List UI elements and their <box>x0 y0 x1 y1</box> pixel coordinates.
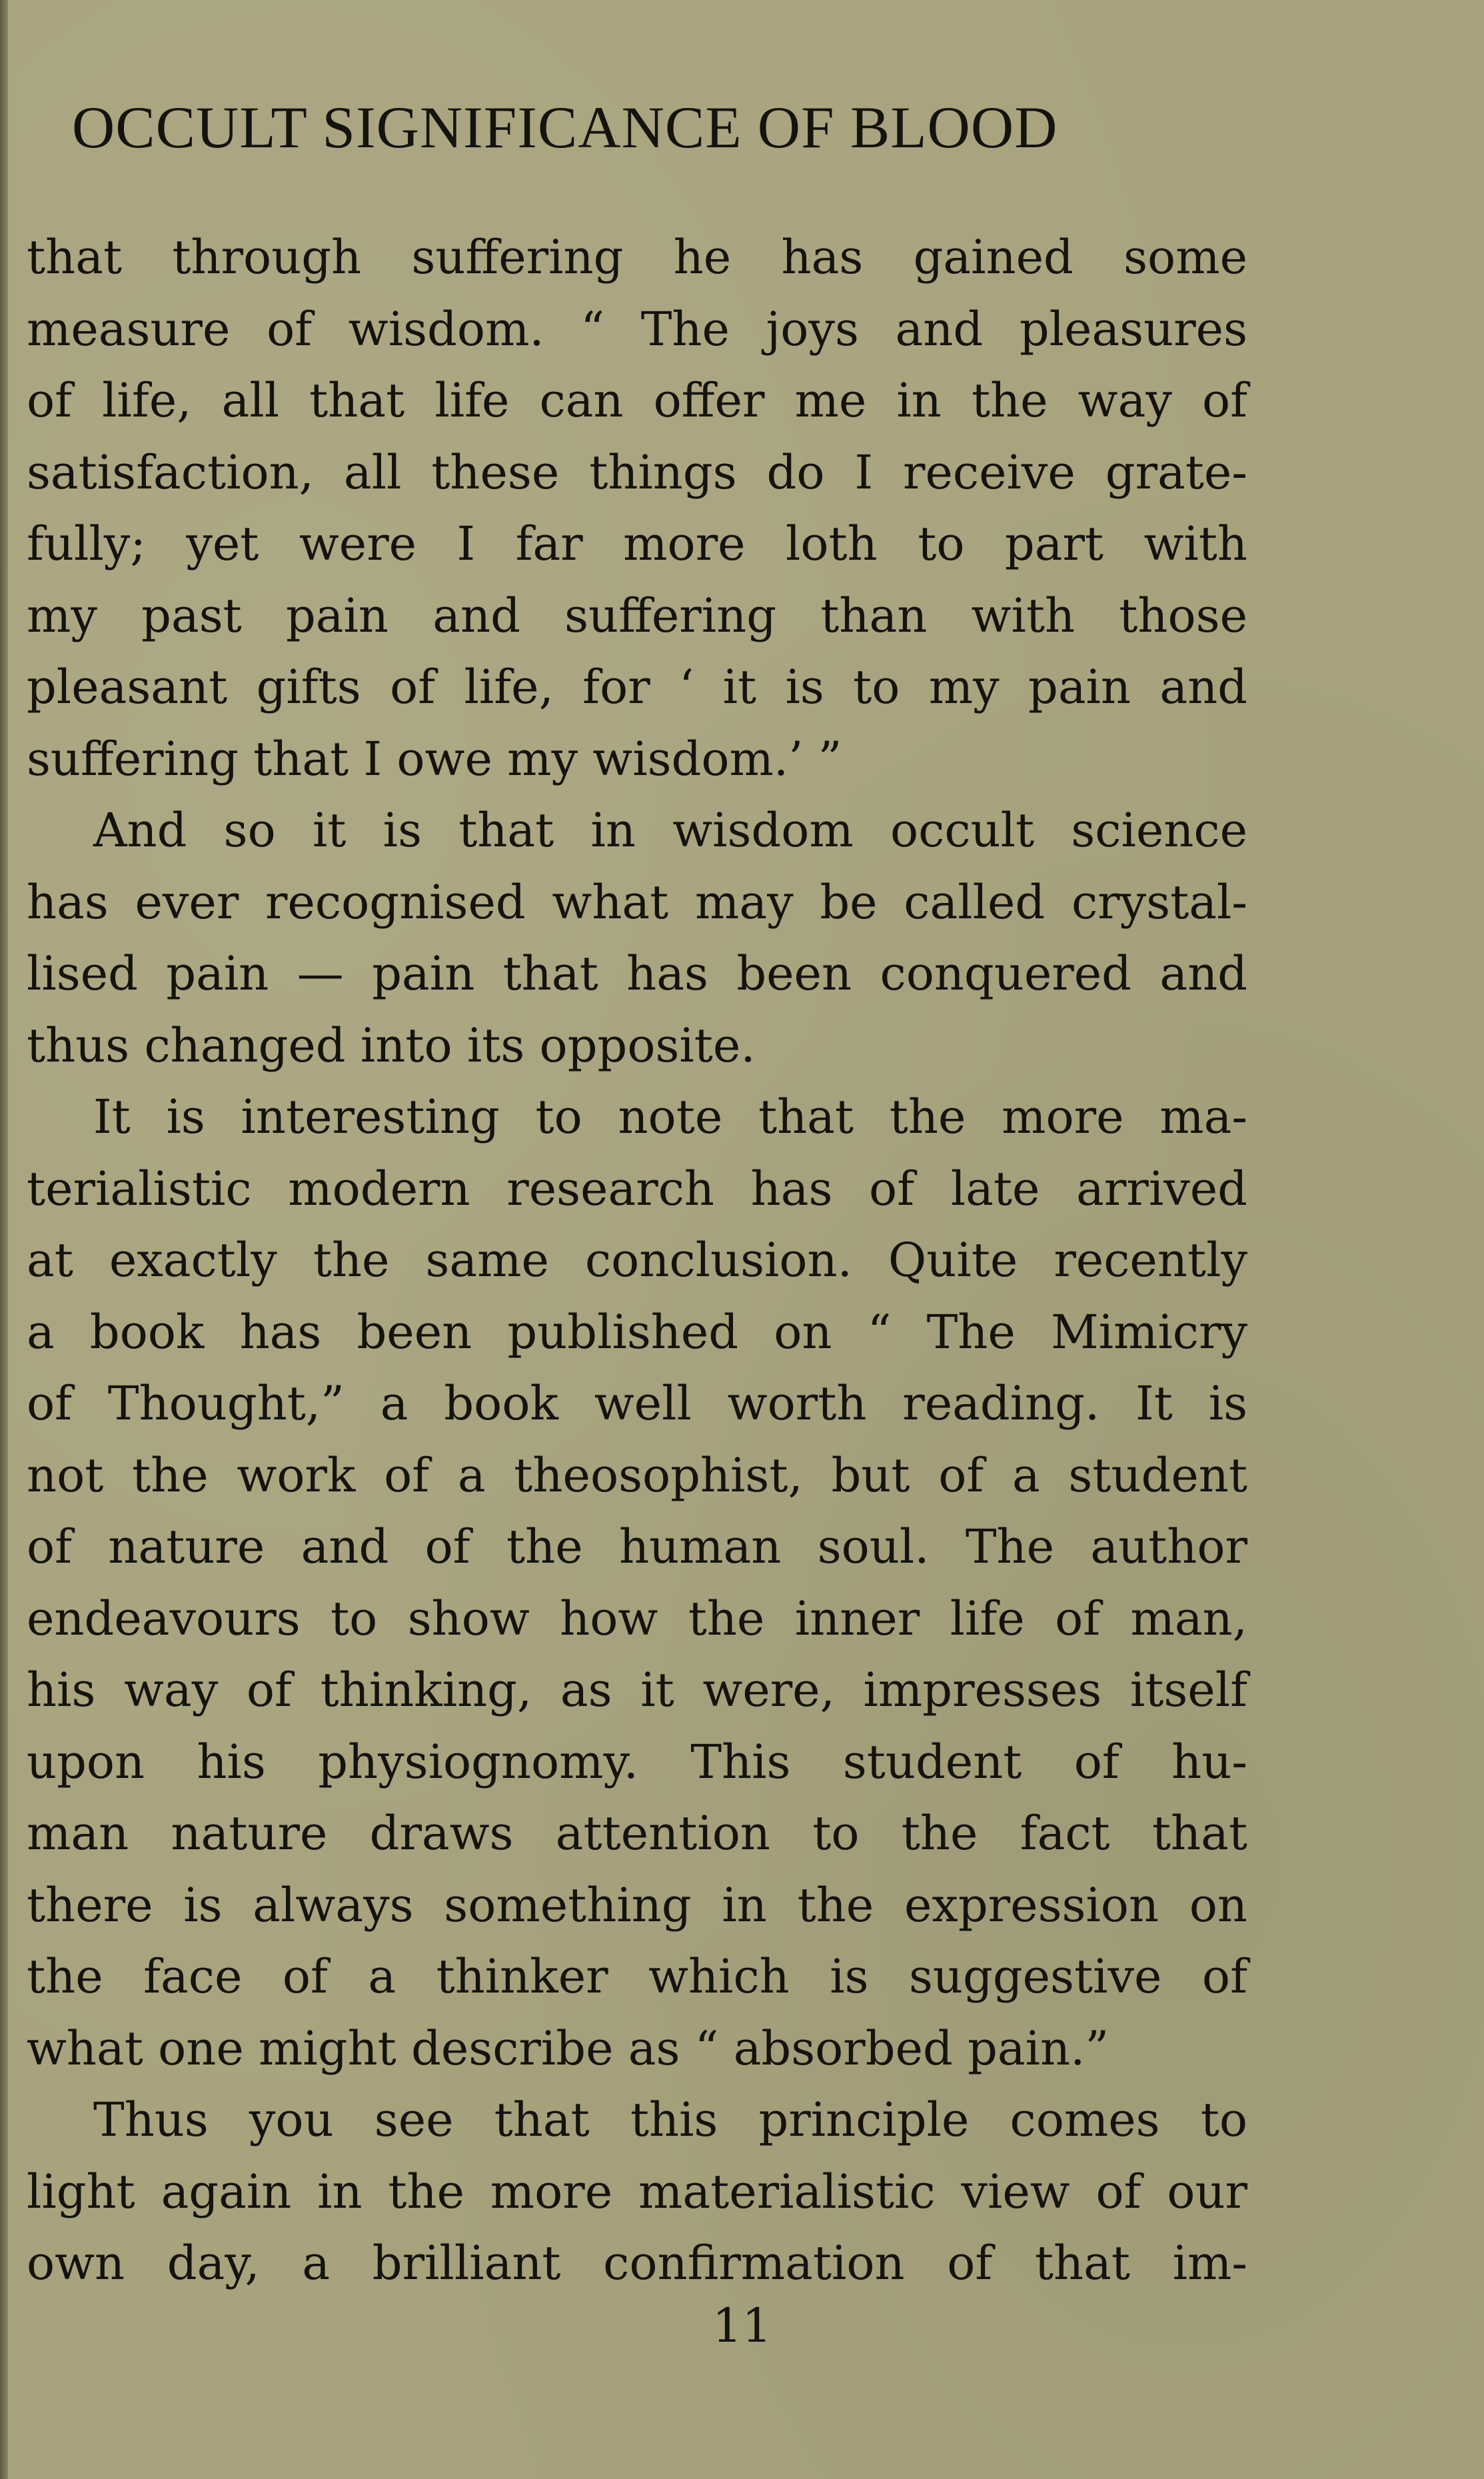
text-line: lised pain — pain that has been conquered and <box>27 946 1247 1001</box>
text-line: not the work of a theosophist, but of a student <box>27 1447 1247 1503</box>
text-line: that through suffering he has gained some <box>27 230 1247 285</box>
text-line: measure of wisdom. “ The joys and pleasures <box>27 301 1247 357</box>
text-line: my past pain and suffering than with those <box>27 588 1247 643</box>
text-line: thus changed into its opposite. <box>27 1018 756 1073</box>
text-line: what one might describe as “ absorbed pain.” <box>27 2021 1110 2076</box>
text-line: has ever recognised what may be called crystal- <box>27 874 1247 930</box>
text-line: a book has been published on “ The Mimicry <box>27 1304 1247 1359</box>
text-line: of life, all that life can offer me in the way of <box>27 373 1247 428</box>
running-head: OCCULT SIGNIFICANCE OF BLOOD <box>72 95 1058 161</box>
text-line: pleasant gifts of life, for ‘ it is to my pain and <box>27 660 1247 714</box>
text-line: his way of thinking, as it were, impresses itself <box>27 1663 1247 1717</box>
text-line: light again in the more materialistic view of our <box>27 2164 1247 2219</box>
page-gutter-edge <box>0 0 8 2479</box>
text-line: of Thought,” a book well worth reading. It is <box>27 1376 1247 1431</box>
text-line: Thus you see that this principle comes to <box>93 2092 1247 2147</box>
text-line: endeavours to show how the inner life of man, <box>27 1591 1247 1646</box>
text-line: the face of a thinker which is suggestive of <box>27 1949 1247 2004</box>
text-line: there is always something in the expression on <box>27 1877 1247 1933</box>
text-line: It is interesting to note that the more ma- <box>93 1090 1247 1144</box>
text-line: satisfaction, all these things do I receive grate- <box>27 444 1247 500</box>
text-line: fully; yet were I far more loth to part with <box>27 516 1247 571</box>
text-line: upon his physiognomy. This student of hu- <box>27 1734 1247 1789</box>
text-line: suffering that I owe my wisdom.’ ” <box>27 731 842 786</box>
text-line: own day, a brilliant confirmation of that im- <box>27 2236 1247 2290</box>
text-line: terialistic modern research has of late arrived <box>27 1161 1247 1216</box>
body-text <box>27 222 1247 2300</box>
text-line: And so it is that in wisdom occult science <box>93 803 1247 858</box>
page-number: 11 <box>712 2298 772 2353</box>
text-line: at exactly the same conclusion. Quite recently <box>27 1233 1247 1287</box>
text-line: of nature and of the human soul. The author <box>27 1519 1247 1574</box>
text-line: man nature draws attention to the fact that <box>27 1806 1247 1861</box>
